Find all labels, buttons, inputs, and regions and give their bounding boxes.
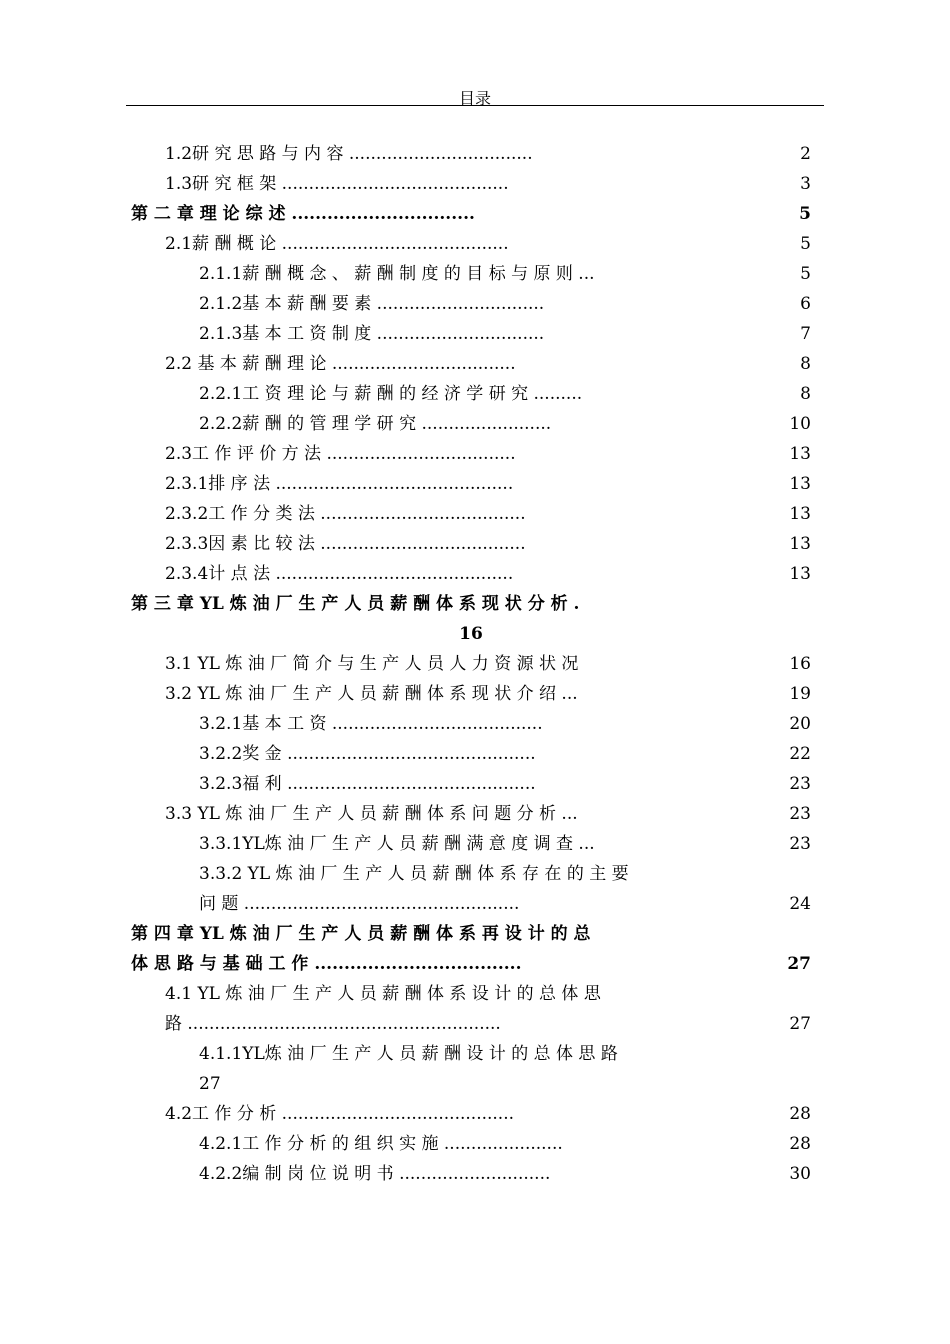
toc-entry[interactable]: 问 题 ................................................... 24	[199, 894, 811, 914]
toc-entry[interactable]: 1.3研 究 框 架 .......................................... 3	[165, 174, 811, 194]
toc-entry[interactable]: 27	[199, 1074, 221, 1094]
toc-entry[interactable]: 3.3.2 YL 炼 油 厂 生 产 人 员 薪 酬 体 系 存 在 的 主 要	[199, 864, 629, 884]
toc-entry[interactable]: 路 .......................................................... 27	[165, 1014, 811, 1034]
header-rule	[126, 105, 824, 106]
toc-entry[interactable]: 3.3.1YL炼 油 厂 生 产 人 员 薪 酬 满 意 度 调 查 ... 23	[199, 834, 811, 854]
toc-entry[interactable]: 2.1.3基 本 工 资 制 度 ............................... 7	[199, 324, 811, 344]
toc-chapter[interactable]: 体 思 路 与 基 础 工 作 ................................... 27	[131, 954, 811, 974]
toc-entry[interactable]: 2.3.2工 作 分 类 法 ...................................... 13	[165, 504, 811, 524]
toc-entry[interactable]: 2.1薪 酬 概 论 .......................................... 5	[165, 234, 811, 254]
toc-entry[interactable]: 3.2.3福 利 .............................................. 23	[199, 774, 811, 794]
toc-entry[interactable]: 2.3.4计 点 法 ............................................ 13	[165, 564, 811, 584]
toc-entry[interactable]: 2.2.2薪 酬 的 管 理 学 研 究 ........................ 10	[199, 414, 811, 434]
toc-entry[interactable]: 2.3工 作 评 价 方 法 ................................... 13	[165, 444, 811, 464]
toc-entry[interactable]: 4.1 YL 炼 油 厂 生 产 人 员 薪 酬 体 系 设 计 的 总 体 思	[165, 984, 601, 1004]
toc-chapter[interactable]: 第 二 章 理 论 综 述 ............................... 5	[131, 204, 811, 224]
toc-entry[interactable]: 2.1.1薪 酬 概 念 、 薪 酬 制 度 的 目 标 与 原 则 ... 5	[199, 264, 811, 284]
toc-entry[interactable]: 4.2.1工 作 分 析 的 组 织 实 施 ...................... 28	[199, 1134, 811, 1154]
toc-entry[interactable]: 2.3.1排 序 法 ............................................ 13	[165, 474, 811, 494]
toc-entry[interactable]: 3.2.1基 本 工 资 ....................................... 20	[199, 714, 811, 734]
toc-entry[interactable]: 2.2 基 本 薪 酬 理 论 .................................. 8	[165, 354, 811, 374]
toc-entry[interactable]: 2.3.3因 素 比 较 法 ...................................... 13	[165, 534, 811, 554]
toc-entry[interactable]: 3.2.2奖 金 .............................................. 22	[199, 744, 811, 764]
toc-entry[interactable]: 2.2.1工 资 理 论 与 薪 酬 的 经 济 学 研 究 ......... 8	[199, 384, 811, 404]
toc-entry[interactable]: 4.2.2编 制 岗 位 说 明 书 ............................ 30	[199, 1164, 811, 1184]
toc-entry[interactable]: 2.1.2基 本 薪 酬 要 素 ............................... 6	[199, 294, 811, 314]
toc-entry[interactable]: 4.2工 作 分 析 ........................................... 28	[165, 1104, 811, 1124]
toc-chapter[interactable]: 第 四 章 YL 炼 油 厂 生 产 人 员 薪 酬 体 系 再 设 计 的 总	[131, 924, 591, 944]
toc-entry[interactable]: 3.3 YL 炼 油 厂 生 产 人 员 薪 酬 体 系 问 题 分 析 ... 23	[165, 804, 811, 824]
page-header-title: 目录	[458, 89, 491, 108]
toc-entry[interactable]: 1.2研 究 思 路 与 内 容 .................................. 2	[165, 144, 811, 164]
toc-entry[interactable]: 3.1 YL 炼 油 厂 简 介 与 生 产 人 员 人 力 资 源 状 况 16	[165, 654, 811, 674]
toc-entry[interactable]: 4.1.1YL炼 油 厂 生 产 人 员 薪 酬 设 计 的 总 体 思 路	[199, 1044, 618, 1064]
toc-chapter[interactable]: 第 三 章 YL 炼 油 厂 生 产 人 员 薪 酬 体 系 现 状 分 析 .	[131, 594, 580, 614]
toc-chapter-page[interactable]: 16	[459, 624, 483, 644]
toc-entry[interactable]: 3.2 YL 炼 油 厂 生 产 人 员 薪 酬 体 系 现 状 介 绍 ... 19	[165, 684, 811, 704]
